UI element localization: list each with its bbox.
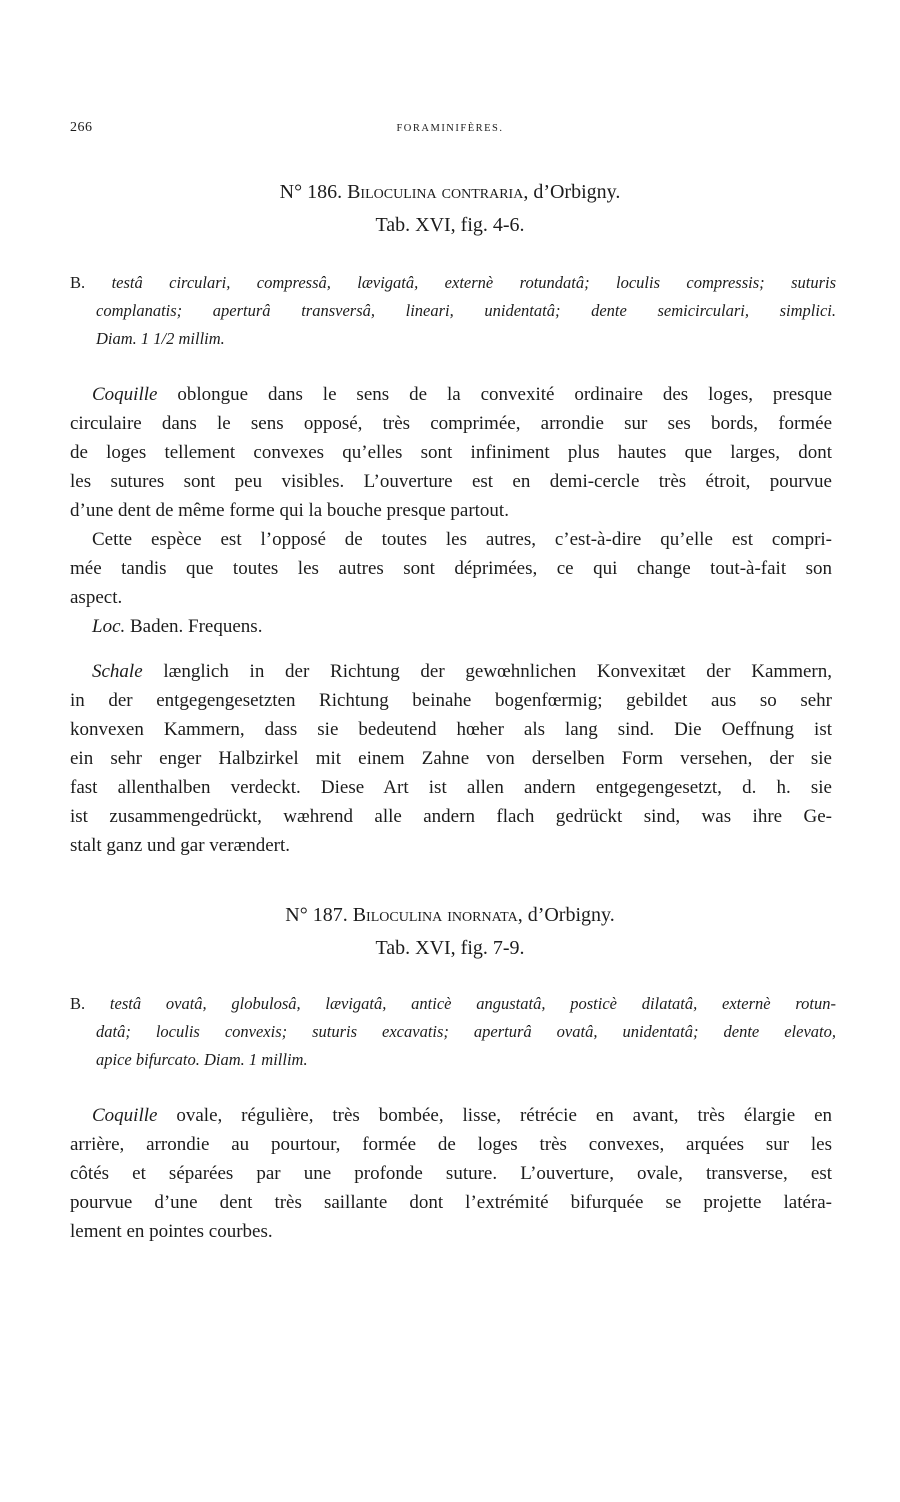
term-coquille: Coquille [92,384,158,405]
species-186-number: N° 186. [279,181,343,203]
species-186-epithet: contraria [441,181,524,203]
species-186-author: , d’Orbigny. [523,181,621,203]
prose-line: ist zusammengedrückt, wæhrend alle andern flach gedrückt sind, was ihre Ge- [70,806,832,827]
species-187-diagnosis [70,990,836,1074]
diagnosis-lead: B. [70,994,86,1013]
species-187-author: , d’Orbigny. [517,904,615,926]
prose-line: fast allenthalben verdeckt. Diese Art ist allen andern entgegengesetzt, d. h. sie [70,777,832,798]
prose-line [70,657,832,686]
prose-text: længlich in der Richtung der gewœhnlichen Konvexitæt der Kammern, [163,661,833,682]
locality-text: Baden. Frequens. [130,616,263,637]
prose-line [70,1101,832,1130]
prose-line: d’une dent de même forme qui la bouche presque partout. [70,500,509,521]
species-187-plate: Tab. XVI, fig. 7-9. [375,937,525,959]
term-coquille: Coquille [92,1105,158,1126]
diagnosis-line: Diam. 1 1/2 millim. [96,329,225,348]
species-187-epithet: inornata [447,904,518,926]
prose-line: pourvue d’une dent très saillante dont l’extrémité bifurquée se projette latéra- [70,1192,832,1213]
page-number: 266 [70,120,93,135]
locality-line [70,612,832,641]
prose-line: aspect. [70,587,123,608]
species-186-heading [70,176,830,242]
prose-line: ein sehr enger Halbzirkel mit einem Zahne von derselben Form versehen, der sie [70,748,832,769]
prose-line: les sutures sont peu visibles. L’ouverture est en demi-cercle très étroit, pourvue [70,471,832,492]
diagnosis-line: apice bifurcato. Diam. 1 millim. [96,1050,308,1069]
diagnosis-lead: B. [70,273,86,292]
prose-line: Cette espèce est l’opposé de toutes les autres, c’est-à-dire qu’elle est compri- [92,529,832,550]
prose-line: in der entgegengesetzten Richtung beinahe bogenfœrmig; gebildet aus so sehr [70,690,832,711]
species-187-heading [70,899,830,965]
prose-line: circulaire dans le sens opposé, très comprimée, arrondie sur ses bords, formée [70,413,832,434]
species-186-french-description [70,380,832,641]
locality-label: Loc. [92,616,126,637]
prose-text: oblongue dans le sens de la convexité ordinaire des loges, presque [177,384,833,405]
prose-line: arrière, arrondie au pourtour, formée de loges très convexes, arquées sur les [70,1134,832,1155]
species-186-genus: Biloculina [347,181,437,203]
species-187-title [70,899,830,932]
prose-line: de loges tellement convexes qu’elles sont infiniment plus hautes que larges, dont [70,442,832,463]
prose-line: côtés et séparées par une profonde suture. L’ouverture, ovale, transverse, est [70,1163,832,1184]
species-186-diagnosis [70,269,836,353]
species-186-german-description [70,657,832,860]
diagnosis-line: complanatis; aperturâ transversâ, lineari, unidentatâ; dente semicirculari, simplici. [96,301,836,320]
prose-line [70,380,832,409]
prose-line: konvexen Kammern, dass sie bedeutend hœher als lang sind. Die Oeffnung ist [70,719,832,740]
diagnosis-line [70,990,836,1018]
running-head [70,120,830,140]
diagnosis-line [70,269,836,297]
diagnosis-text: testâ ovatâ, globulosâ, lævigatâ, anticè angustatâ, posticè dilatatâ, externè rotun- [109,994,836,1013]
prose-text: ovale, régulière, très bombée, lisse, rétrécie en avant, très élargie en [176,1105,833,1126]
prose-line: lement en pointes courbes. [70,1221,273,1242]
prose-line: mée tandis que toutes les autres sont déprimées, ce qui change tout-à-fait son [70,558,832,579]
term-schale: Schale [92,661,143,682]
prose-line: stalt ganz und gar verændert. [70,835,291,856]
species-186-title [70,176,830,209]
species-187-genus: Biloculina [352,904,443,926]
diagnosis-text: testâ circulari, compressâ, lævigatâ, externè rotundatâ; loculis compressis; suturis [111,273,836,292]
species-187-french-description [70,1101,832,1246]
diagnosis-line: datâ; loculis convexis; suturis excavatis; aperturâ ovatâ, unidentatâ; dente elevato, [96,1022,836,1041]
species-187-number: N° 187. [285,904,348,926]
running-title: FORAMINIFÈRES. [396,123,504,134]
species-186-plate: Tab. XVI, fig. 4-6. [375,214,525,236]
